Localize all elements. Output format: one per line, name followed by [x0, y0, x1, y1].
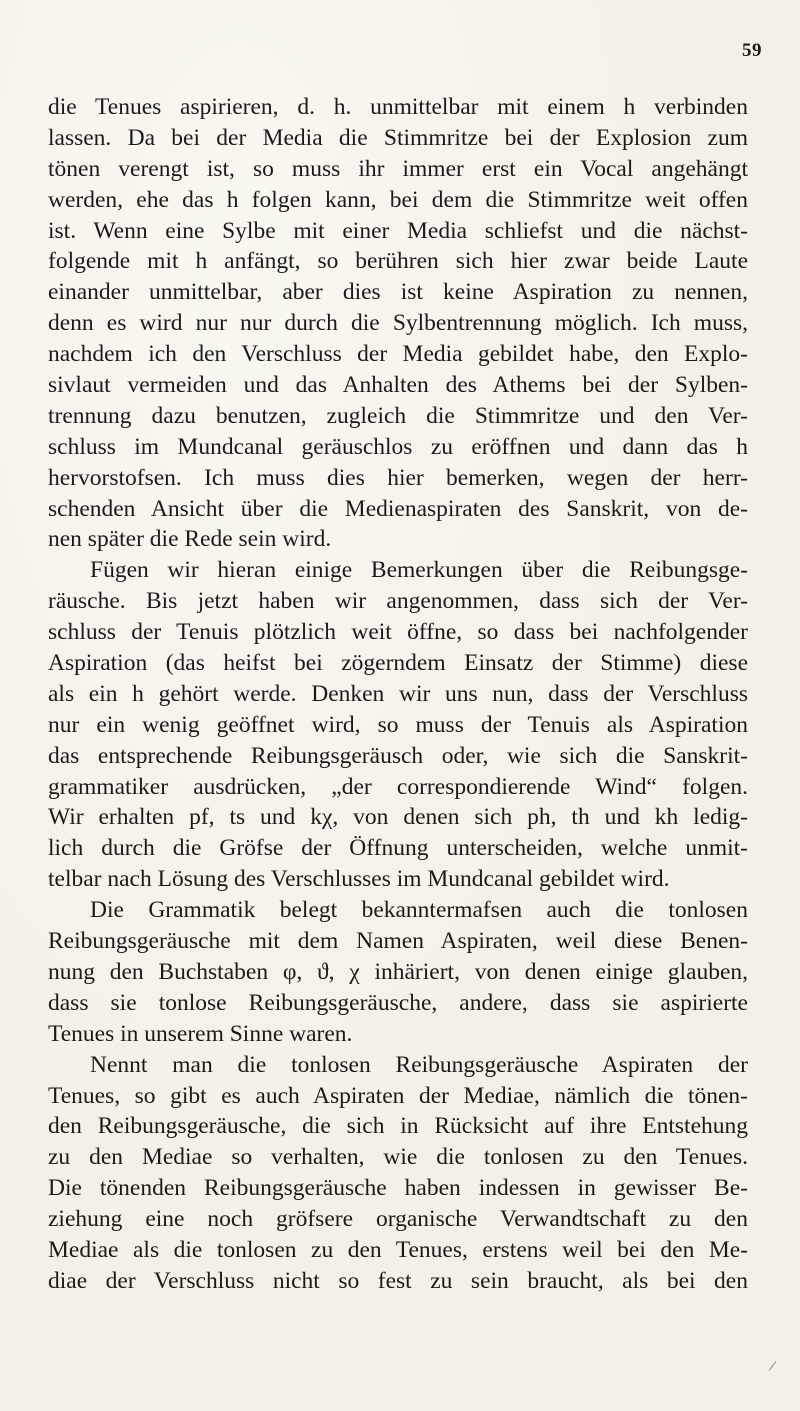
text-line: dass sie tonlose Reibungsgeräusche, andere, dass sie aspirierte: [48, 989, 748, 1016]
text-line: lich durch die Gröfse der Öffnung unterscheiden, welche unmit-: [48, 835, 748, 862]
text-line: Aspiration (das heifst bei zögerndem Einsatz der Stimme) diese: [48, 650, 748, 677]
text-line: trennung dazu benutzen, zugleich die Stimmritze und den Ver-: [48, 402, 748, 429]
text-line: werden, ehe das h folgen kann, bei dem die Stimmritze weit offen: [48, 186, 748, 213]
text-line: zu den Mediae so verhalten, wie die tonlosen zu den Tenues.: [48, 1144, 748, 1171]
text-line: nung den Buchstaben φ, ϑ, χ inhäriert, von denen einige glauben,: [48, 958, 748, 985]
text-line: hervorstofsen. Ich muss dies hier bemerken, wegen der herr-: [48, 464, 748, 491]
text-line: nachdem ich den Verschluss der Media gebildet habe, den Explo-: [48, 341, 748, 368]
text-line: räusche. Bis jetzt haben wir angenommen, dass sich der Ver-: [48, 588, 748, 615]
text-line: einander unmittelbar, aber dies ist keine Aspiration zu nennen,: [48, 279, 748, 306]
text-line: nen später die Rede sein wird.: [48, 526, 332, 553]
text-line: als ein h gehört werde. Denken wir uns nun, dass der Verschluss: [48, 680, 748, 707]
text-line: ziehung eine noch gröfsere organische Verwandtschaft zu den: [48, 1206, 748, 1233]
stray-pencil-mark: /: [767, 1357, 778, 1376]
text-line: denn es wird nur nur durch die Sylbentrennung möglich. Ich muss,: [48, 310, 748, 337]
body-text: [48, 92, 748, 1297]
text-line: Tenues, so gibt es auch Aspiraten der Mediae, nämlich die tönen-: [48, 1082, 748, 1109]
text-line: Die tönenden Reibungsgeräusche haben indessen in gewisser Be-: [48, 1175, 748, 1202]
text-line: Nennt man die tonlosen Reibungsgeräusche Aspiraten der: [90, 1051, 748, 1078]
text-line: grammatiker ausdrücken, „der correspondierende Wind“ folgen.: [48, 773, 748, 800]
text-line: Mediae als die tonlosen zu den Tenues, erstens weil bei den Me-: [48, 1236, 748, 1263]
text-line: den Reibungsgeräusche, die sich in Rücksicht auf ihre Entstehung: [48, 1113, 748, 1140]
page-number: 59: [742, 40, 762, 61]
text-line: schluss der Tenuis plötzlich weit öffne, so dass bei nachfolgender: [48, 619, 748, 646]
text-line: tönen verengt ist, so muss ihr immer erst ein Vocal angehängt: [48, 155, 748, 182]
text-line: schenden Ansicht über die Medienaspiraten des Sanskrit, von de-: [48, 495, 748, 522]
text-line: nur ein wenig geöffnet wird, so muss der Tenuis als Aspiration: [48, 711, 748, 738]
text-line: Reibungsgeräusche mit dem Namen Aspiraten, weil diese Benen-: [48, 928, 748, 955]
text-line: ist. Wenn eine Sylbe mit einer Media schliefst und die nächst-: [48, 217, 748, 244]
text-line: das entsprechende Reibungsgeräusch oder, wie sich die Sanskrit-: [48, 742, 748, 769]
text-line: folgende mit h anfängt, so berühren sich hier zwar beide Laute: [48, 248, 748, 275]
text-line: schluss im Mundcanal geräuschlos zu eröffnen und dann das h: [48, 433, 748, 460]
text-line: die Tenues aspirieren, d. h. unmittelbar mit einem h verbinden: [48, 94, 748, 120]
text-line: Tenues in unserem Sinne waren.: [48, 1020, 353, 1047]
text-line: Wir erhalten pf, ts und kχ, von denen sich ph, th und kh ledig-: [48, 804, 748, 831]
text-line: telbar nach Lösung des Verschlusses im Mundcanal gebildet wird.: [48, 866, 670, 893]
text-line: sivlaut vermeiden und das Anhalten des Athems bei der Sylben-: [48, 372, 748, 399]
text-line: diae der Verschluss nicht so fest zu sein braucht, als bei den: [48, 1267, 748, 1294]
text-line: Die Grammatik belegt bekanntermafsen auch die tonlosen: [90, 897, 748, 924]
text-line: Fügen wir hieran einige Bemerkungen über die Reibungsge-: [90, 557, 748, 584]
text-line: lassen. Da bei der Media die Stimmritze bei der Explosion zum: [48, 124, 748, 151]
